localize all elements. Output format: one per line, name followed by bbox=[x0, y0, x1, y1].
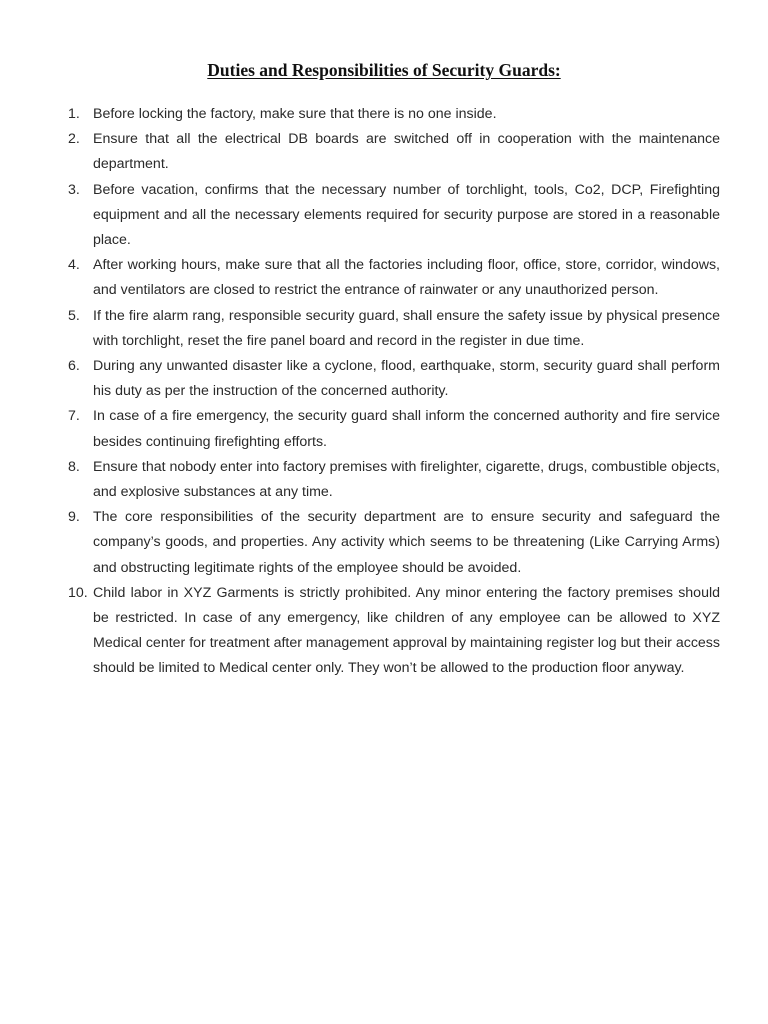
duty-item bbox=[68, 127, 720, 177]
duty-item bbox=[68, 505, 720, 581]
duty-text: If the fire alarm rang, responsible security guard, shall ensure the safety issue by physical presence with torchlight, reset the fire panel board and record in the register in due time. bbox=[93, 307, 720, 349]
duty-item bbox=[68, 354, 720, 404]
duty-item bbox=[68, 304, 720, 354]
duty-number: 3. bbox=[68, 181, 80, 198]
duty-number: 10. bbox=[68, 584, 88, 601]
duty-item bbox=[68, 455, 720, 505]
duty-number: 6. bbox=[68, 358, 80, 375]
duty-number: 7. bbox=[68, 408, 80, 425]
duty-number: 8. bbox=[68, 458, 80, 475]
duty-number: 5. bbox=[68, 307, 80, 324]
duty-text: The core responsibilities of the security department are to ensure security and safeguard the company’s goods, and properties. Any activity which seems to be threatening (Like Carrying Arms) and obstructing legitimate rights of the employee should be avoided. bbox=[93, 509, 720, 576]
duty-item bbox=[68, 178, 720, 254]
duty-item bbox=[68, 581, 720, 682]
duty-text: Before locking the factory, make sure that there is no one inside. bbox=[93, 106, 497, 122]
duty-text: In case of a fire emergency, the security guard shall inform the concerned authority and fire service besides continuing firefighting efforts. bbox=[93, 408, 720, 450]
duties-list bbox=[68, 102, 720, 682]
duty-text: Ensure that nobody enter into factory premises with firelighter, cigarette, drugs, combustible objects, and explosive substances at any time. bbox=[93, 458, 720, 501]
duty-text: Before vacation, confirms that the necessary number of torchlight, tools, Co2, DCP, Firefighting equipment and all the necessary elements required for security purpose are stored in a reasonable place. bbox=[93, 181, 720, 249]
duty-text: Ensure that all the electrical DB boards are switched off in cooperation with the maintenance department. bbox=[93, 131, 720, 173]
duty-text: During any unwanted disaster like a cyclone, flood, earthquake, storm, security guard shall perform his duty as per the instruction of the concerned authority. bbox=[93, 358, 720, 400]
duty-number: 2. bbox=[68, 131, 80, 148]
duty-number: 9. bbox=[68, 509, 80, 526]
duty-number: 1. bbox=[68, 106, 80, 122]
duty-item bbox=[68, 253, 720, 303]
document-title: Duties and Responsibilities of Security Guards: bbox=[207, 60, 561, 80]
duty-item bbox=[68, 102, 720, 127]
duty-text: Child labor in XYZ Garments is strictly prohibited. Any minor entering the factory premises should be restricted. In case of any emergency, like children of any employee can be allowed to XYZ Medical center for treatment after management approval by maintaining register log but their access should be limited to Medical center only. They won’t be allowed to the production floor anyway. bbox=[93, 584, 720, 677]
duty-number: 4. bbox=[68, 257, 80, 274]
duty-text: After working hours, make sure that all the factories including floor, office, store, corridor, windows, and ventilators are closed to restrict the entrance of rainwater or any unauthorized person. bbox=[93, 257, 720, 299]
duty-item bbox=[68, 404, 720, 454]
